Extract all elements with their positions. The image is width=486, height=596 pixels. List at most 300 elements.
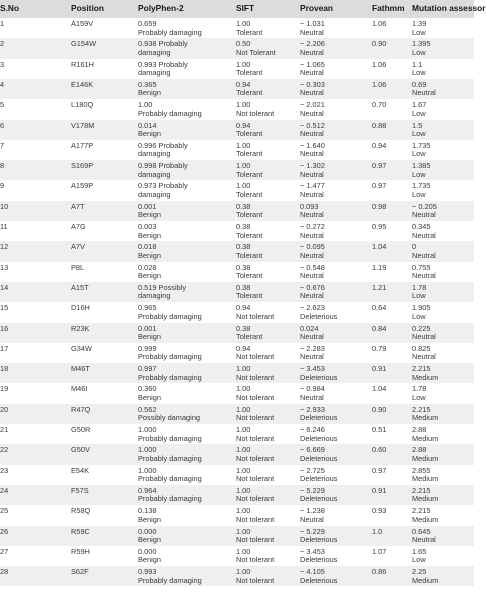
cell-polyphen-label: Probably damaging (138, 453, 202, 463)
table-row (0, 18, 474, 38)
cell-sno: 4 (0, 79, 5, 89)
cell-polyphen-label: Benign (138, 535, 162, 545)
table-row (0, 505, 474, 525)
cell-sno: 6 (0, 120, 5, 130)
cell-polyphen-score: 0.028 (138, 262, 157, 272)
cell-sno: 24 (0, 485, 9, 495)
cell-polyphen-score: 0.993 (138, 567, 157, 577)
cell-fathmm: 0.90 (372, 404, 387, 414)
cell-mutation-label: Low (412, 47, 426, 57)
cell-polyphen-score: 0.003 (138, 222, 157, 231)
cell-sift-label: Not tolerant (236, 108, 275, 118)
cell-fathmm: 0.94 (372, 140, 387, 150)
cell-provean-score: − 1.065 (300, 59, 325, 69)
cell-provean-label: Deleterious (300, 474, 338, 484)
cell-polyphen-score: 0.993 Probably (138, 59, 188, 69)
cell-sift-label: Tolerant (236, 210, 263, 220)
cell-provean-score: − 0.095 (300, 242, 325, 252)
cell-sno: 3 (0, 59, 5, 69)
cell-provean-score: − 6.246 (300, 425, 325, 434)
cell-provean-score: − 0.272 (300, 222, 325, 231)
cell-position: M46T (71, 364, 90, 374)
cell-sift-label: Not tolerant (236, 575, 275, 585)
cell-provean-label: Deleterious (300, 535, 338, 545)
cell-polyphen-score: 0.965 (138, 303, 157, 313)
cell-provean-label: Deleterious (300, 575, 338, 585)
cell-sno: 14 (0, 282, 9, 292)
header-fathmm: Fathmm (372, 3, 405, 13)
cell-polyphen-score: 0.001 (138, 323, 157, 333)
cell-provean-score: 0.024 (300, 323, 319, 333)
cell-mutation-score: 2.215 (412, 364, 431, 374)
table-header (0, 0, 486, 18)
cell-position: E146K (71, 79, 94, 89)
cell-provean-label: Neutral (300, 68, 324, 78)
cell-sift-label: Not tolerant (236, 352, 275, 362)
table-row (0, 140, 474, 160)
cell-position: G34W (71, 343, 92, 353)
cell-polyphen-label: Probably damaging (138, 352, 202, 362)
cell-sift-label: Not tolerant (236, 433, 275, 443)
table-row (0, 444, 474, 464)
cell-sift-score: 1.00 (236, 526, 251, 536)
header-mutation-assessor: Mutation assessor (412, 3, 486, 13)
cell-sift-score: 1.00 (236, 506, 251, 516)
cell-fathmm: 1.21 (372, 282, 387, 292)
cell-position: A159P (71, 181, 94, 191)
cell-sno: 8 (0, 161, 5, 171)
cell-sift-score: 1.00 (236, 465, 251, 475)
cell-polyphen-label: Benign (138, 392, 162, 402)
cell-polyphen-label: Probably damaging (138, 311, 202, 321)
cell-sift-label: Tolerant (236, 129, 263, 139)
cell-sno: 23 (0, 465, 9, 475)
cell-polyphen-label: Probably damaging (138, 575, 202, 585)
cell-fathmm: 0.60 (372, 445, 387, 455)
cell-provean-label: Deleterious (300, 311, 338, 321)
cell-polyphen-score: 0.001 (138, 201, 157, 211)
cell-sift-score: 0.94 (236, 120, 251, 130)
table-row (0, 180, 474, 200)
cell-polyphen-label: Probably damaging (138, 27, 202, 37)
table-row (0, 546, 474, 566)
cell-sift-score: 0.94 (236, 343, 251, 353)
cell-sno: 13 (0, 262, 9, 272)
cell-position: E54K (71, 465, 90, 475)
cell-sift-label: Not tolerant (236, 453, 275, 463)
cell-mutation-score: 2.215 (412, 506, 431, 516)
cell-polyphen-score: 0.938 Probably (138, 39, 188, 49)
cell-mutation-score: 0 (412, 242, 417, 252)
cell-fathmm: 0.91 (372, 485, 387, 495)
cell-provean-score: − 0.548 (300, 262, 325, 272)
cell-mutation-label: Low (412, 149, 426, 159)
table-row (0, 363, 474, 383)
cell-fathmm: 0.90 (372, 39, 387, 49)
cell-provean-score: − 1.238 (300, 506, 325, 516)
cell-fathmm: 0.93 (372, 506, 387, 516)
table-row (0, 526, 474, 546)
cell-mutation-label: Low (412, 392, 426, 402)
cell-sift-score: 0.38 (236, 262, 251, 272)
cell-sno: 9 (0, 181, 5, 191)
cell-position: R58Q (71, 506, 91, 516)
cell-provean-score: 0.093 (300, 201, 319, 211)
cell-polyphen-label: damaging (138, 149, 171, 159)
cell-position: G154W (71, 39, 97, 49)
cell-sift-label: Not tolerant (236, 514, 275, 524)
cell-sift-score: 1.00 (236, 384, 251, 394)
cell-provean-label: Neutral (300, 291, 324, 301)
cell-polyphen-label: Probably damaging (138, 372, 202, 382)
cell-fathmm: 1.04 (372, 384, 387, 394)
cell-sift-label: Tolerant (236, 169, 263, 179)
cell-provean-label: Neutral (300, 352, 324, 362)
cell-sift-score: 1.00 (236, 59, 251, 69)
cell-position: R161H (71, 59, 95, 69)
cell-position: S62F (71, 567, 89, 577)
cell-position: R59C (71, 526, 90, 536)
cell-sift-label: Not tolerant (236, 535, 275, 545)
cell-sno: 18 (0, 364, 9, 374)
cell-position: G50R (71, 425, 91, 434)
cell-polyphen-label: Benign (138, 88, 162, 98)
cell-provean-score: − 1.477 (300, 181, 325, 191)
cell-position: A159V (71, 19, 94, 28)
cell-mutation-label: Medium (412, 372, 439, 382)
cell-mutation-score: 1.67 (412, 100, 427, 110)
cell-mutation-score: 0.345 (412, 222, 431, 231)
cell-sift-score: 1.00 (236, 19, 251, 28)
table-row (0, 221, 474, 241)
cell-sift-score: 0.38 (236, 323, 251, 333)
cell-sift-score: 1.00 (236, 404, 251, 414)
cell-position: L180Q (71, 100, 94, 110)
cell-sift-score: 1.00 (236, 181, 251, 191)
cell-mutation-score: 1.39 (412, 19, 427, 28)
cell-sift-score: 0.94 (236, 303, 251, 313)
cell-position: A7V (71, 242, 85, 252)
cell-fathmm: 0.88 (372, 120, 387, 130)
cell-provean-label: Deleterious (300, 372, 338, 382)
cell-polyphen-score: 0.999 (138, 343, 157, 353)
cell-mutation-score: − 0.205 (412, 201, 437, 211)
cell-mutation-score: 2.215 (412, 485, 431, 495)
cell-provean-score: − 0.303 (300, 79, 325, 89)
cell-sift-label: Tolerant (236, 149, 263, 159)
cell-sift-score: 1.00 (236, 364, 251, 374)
cell-mutation-score: 1.735 (412, 140, 431, 150)
cell-mutation-score: 1.385 (412, 161, 431, 171)
cell-position: A7G (71, 222, 86, 231)
cell-mutation-score: 1.395 (412, 39, 431, 49)
cell-sift-score: 1.00 (236, 161, 251, 171)
cell-sno: 28 (0, 567, 9, 577)
cell-polyphen-score: 1.000 (138, 465, 157, 475)
cell-sift-label: Not tolerant (236, 494, 275, 504)
cell-mutation-score: 1.905 (412, 303, 431, 313)
cell-sift-score: 0.94 (236, 79, 251, 89)
cell-mutation-score: 0.645 (412, 526, 431, 536)
cell-fathmm: 0.51 (372, 425, 387, 434)
cell-sno: 10 (0, 201, 9, 211)
cell-sift-label: Tolerant (236, 27, 263, 37)
cell-provean-label: Deleterious (300, 413, 338, 423)
cell-provean-score: − 0.676 (300, 282, 325, 292)
cell-sift-score: 1.00 (236, 445, 251, 455)
table-row (0, 424, 474, 444)
cell-sift-label: Not tolerant (236, 372, 275, 382)
cell-sno: 16 (0, 323, 9, 333)
cell-polyphen-score: 0.964 (138, 485, 157, 495)
cell-sift-score: 0.38 (236, 222, 251, 231)
cell-sift-score: 1.00 (236, 546, 251, 556)
cell-sno: 21 (0, 425, 9, 434)
cell-provean-label: Neutral (300, 88, 324, 98)
cell-mutation-score: 0.825 (412, 343, 431, 353)
cell-polyphen-score: 0.138 (138, 506, 157, 516)
cell-provean-label: Neutral (300, 332, 324, 342)
cell-provean-score: − 3.453 (300, 364, 325, 374)
cell-mutation-label: Neutral (412, 230, 436, 240)
cell-polyphen-label: Benign (138, 250, 162, 260)
cell-polyphen-score: 0.973 Probably (138, 181, 188, 191)
cell-polyphen-score: 0.018 (138, 242, 157, 252)
cell-polyphen-score: 0.365 (138, 79, 157, 89)
cell-polyphen-score: 0.997 (138, 364, 157, 374)
cell-sift-label: Not tolerant (236, 392, 275, 402)
cell-provean-label: Neutral (300, 271, 324, 281)
cell-polyphen-score: 0.014 (138, 120, 157, 130)
cell-polyphen-score: 1.000 (138, 445, 157, 455)
cell-mutation-label: Medium (412, 474, 439, 484)
cell-mutation-label: Medium (412, 453, 439, 463)
cell-provean-label: Deleterious (300, 453, 338, 463)
cell-position: A7T (71, 201, 85, 211)
cell-position: G50V (71, 445, 90, 455)
cell-sift-label: Tolerant (236, 250, 263, 260)
cell-sift-label: Tolerant (236, 88, 263, 98)
cell-mutation-score: 0.755 (412, 262, 431, 272)
table-row (0, 302, 474, 322)
cell-position: P8L (71, 262, 85, 272)
cell-provean-label: Neutral (300, 210, 324, 220)
cell-mutation-label: Neutral (412, 250, 436, 260)
cell-sno: 20 (0, 404, 9, 414)
cell-provean-label: Neutral (300, 250, 324, 260)
cell-polyphen-label: Benign (138, 271, 162, 281)
cell-fathmm: 0.97 (372, 161, 387, 171)
table-row (0, 99, 474, 119)
cell-sno: 26 (0, 526, 9, 536)
cell-fathmm: 0.95 (372, 222, 387, 231)
header-sno: S.No (0, 3, 20, 13)
cell-mutation-label: Low (412, 27, 426, 37)
cell-fathmm: 0.64 (372, 303, 387, 313)
cell-position: A177P (71, 140, 94, 150)
cell-provean-score: − 2.933 (300, 404, 325, 414)
cell-mutation-score: 2.215 (412, 404, 431, 414)
cell-polyphen-label: Possibly damaging (138, 413, 201, 423)
cell-polyphen-label: damaging (138, 68, 171, 78)
cell-sno: 17 (0, 343, 9, 353)
cell-position: R59H (71, 546, 90, 556)
table-row (0, 262, 474, 282)
cell-mutation-label: Low (412, 291, 426, 301)
cell-mutation-score: 2.855 (412, 465, 431, 475)
cell-provean-label: Neutral (300, 27, 324, 37)
cell-fathmm: 0.86 (372, 567, 387, 577)
cell-polyphen-label: Probably damaging (138, 433, 202, 443)
cell-provean-label: Neutral (300, 169, 324, 179)
cell-mutation-label: Neutral (412, 210, 436, 220)
table-row (0, 282, 474, 302)
cell-sift-score: 1.00 (236, 567, 251, 577)
cell-polyphen-label: Probably damaging (138, 108, 202, 118)
cell-sift-label: Tolerant (236, 230, 263, 240)
cell-sift-score: 1.00 (236, 140, 251, 150)
cell-sift-label: Not tolerant (236, 474, 275, 484)
cell-mutation-score: 1.78 (412, 384, 427, 394)
table-row (0, 120, 474, 140)
cell-provean-score: − 1.302 (300, 161, 325, 171)
cell-polyphen-label: damaging (138, 189, 171, 199)
table-row (0, 160, 474, 180)
table-row (0, 485, 474, 505)
cell-provean-score: − 5.229 (300, 526, 325, 536)
cell-position: R23K (71, 323, 90, 333)
cell-mutation-label: Low (412, 108, 426, 118)
cell-polyphen-label: Benign (138, 332, 162, 342)
cell-provean-score: − 2.725 (300, 465, 325, 475)
cell-provean-score: − 4.105 (300, 567, 325, 577)
cell-mutation-score: 2.88 (412, 425, 427, 434)
cell-sift-score: 1.00 (236, 100, 251, 110)
cell-provean-label: Deleterious (300, 433, 338, 443)
cell-position: R47Q (71, 404, 91, 414)
cell-fathmm: 1.06 (372, 19, 387, 28)
cell-provean-score: − 2.623 (300, 303, 325, 313)
cell-fathmm: 1.19 (372, 262, 387, 272)
table-row (0, 383, 474, 403)
cell-polyphen-score: 0.659 (138, 19, 157, 28)
cell-sift-score: 0.38 (236, 201, 251, 211)
header-polyphen: PolyPhen-2 (138, 3, 184, 13)
cell-polyphen-score: 0.360 (138, 384, 157, 394)
table-row (0, 241, 474, 261)
cell-sift-label: Tolerant (236, 68, 263, 78)
cell-sno: 2 (0, 39, 5, 49)
cell-mutation-label: Low (412, 129, 426, 139)
cell-position: F57S (71, 485, 89, 495)
cell-sno: 11 (0, 222, 8, 231)
cell-polyphen-label: Probably damaging (138, 494, 202, 504)
cell-mutation-label: Medium (412, 575, 439, 585)
cell-polyphen-label: Benign (138, 555, 162, 565)
table-row (0, 323, 474, 343)
cell-sift-score: 1.00 (236, 425, 251, 434)
cell-sno: 22 (0, 445, 9, 455)
cell-mutation-label: Neutral (412, 271, 436, 281)
cell-polyphen-score: 0.996 Probably (138, 140, 188, 150)
table-row (0, 59, 474, 79)
cell-fathmm: 0.91 (372, 364, 387, 374)
cell-polyphen-score: 0.998 Probably (138, 161, 188, 171)
cell-mutation-score: 1.1 (412, 59, 423, 69)
cell-mutation-label: Low (412, 189, 426, 199)
table-row (0, 343, 474, 363)
cell-mutation-label: Neutral (412, 352, 436, 362)
cell-mutation-score: 2.88 (412, 445, 427, 455)
cell-position: S169P (71, 161, 94, 171)
cell-polyphen-label: damaging (138, 291, 171, 301)
cell-provean-score: − 2.021 (300, 100, 325, 110)
cell-provean-label: Neutral (300, 149, 324, 159)
cell-mutation-score: 1.5 (412, 120, 423, 130)
cell-sift-label: Tolerant (236, 291, 263, 301)
cell-mutation-score: 1.735 (412, 181, 431, 191)
cell-mutation-score: 1.65 (412, 546, 427, 556)
cell-sift-label: Tolerant (236, 189, 263, 199)
cell-sno: 19 (0, 384, 9, 394)
cell-mutation-score: 1.78 (412, 282, 427, 292)
cell-provean-label: Neutral (300, 129, 324, 139)
cell-provean-label: Neutral (300, 514, 324, 524)
cell-mutation-score: 0.225 (412, 323, 431, 333)
cell-sno: 7 (0, 140, 5, 150)
cell-fathmm: 0.97 (372, 181, 387, 191)
cell-sift-score: 0.50 (236, 39, 251, 49)
cell-sift-score: 1.00 (236, 485, 251, 495)
cell-polyphen-score: 1.00 (138, 100, 153, 110)
cell-sift-score: 0.38 (236, 282, 251, 292)
cell-provean-label: Neutral (300, 392, 324, 402)
cell-sift-score: 0.38 (236, 242, 251, 252)
cell-provean-score: − 1.640 (300, 140, 325, 150)
cell-position: D16H (71, 303, 90, 313)
cell-provean-label: Deleterious (300, 494, 338, 504)
table-row (0, 566, 474, 586)
cell-sno: 25 (0, 506, 9, 516)
cell-polyphen-label: Probably damaging (138, 474, 202, 484)
cell-polyphen-label: Benign (138, 514, 162, 524)
cell-fathmm: 1.0 (372, 526, 383, 536)
cell-sno: 5 (0, 100, 5, 110)
table-row (0, 201, 474, 221)
cell-mutation-label: Low (412, 169, 426, 179)
cell-provean-label: Neutral (300, 230, 324, 240)
cell-polyphen-score: 0.519 Possibly (138, 282, 187, 292)
cell-position: A15T (71, 282, 89, 292)
cell-position: V178M (71, 120, 95, 130)
table-row (0, 38, 474, 58)
cell-sift-label: Not tolerant (236, 311, 275, 321)
cell-mutation-label: Neutral (412, 535, 436, 545)
cell-fathmm: 1.06 (372, 79, 387, 89)
cell-sno: 12 (0, 242, 9, 252)
cell-position: M46I (71, 384, 88, 394)
cell-sno: 27 (0, 546, 9, 556)
cell-provean-score: − 1.031 (300, 19, 325, 28)
cell-provean-label: Neutral (300, 189, 324, 199)
cell-polyphen-score: 0.000 (138, 526, 157, 536)
cell-mutation-label: Low (412, 311, 426, 321)
cell-sift-label: Not Tolerant (236, 47, 276, 57)
cell-fathmm: 0.98 (372, 201, 387, 211)
table-row (0, 465, 474, 485)
cell-polyphen-label: Benign (138, 210, 162, 220)
cell-mutation-score: 2.25 (412, 567, 427, 577)
